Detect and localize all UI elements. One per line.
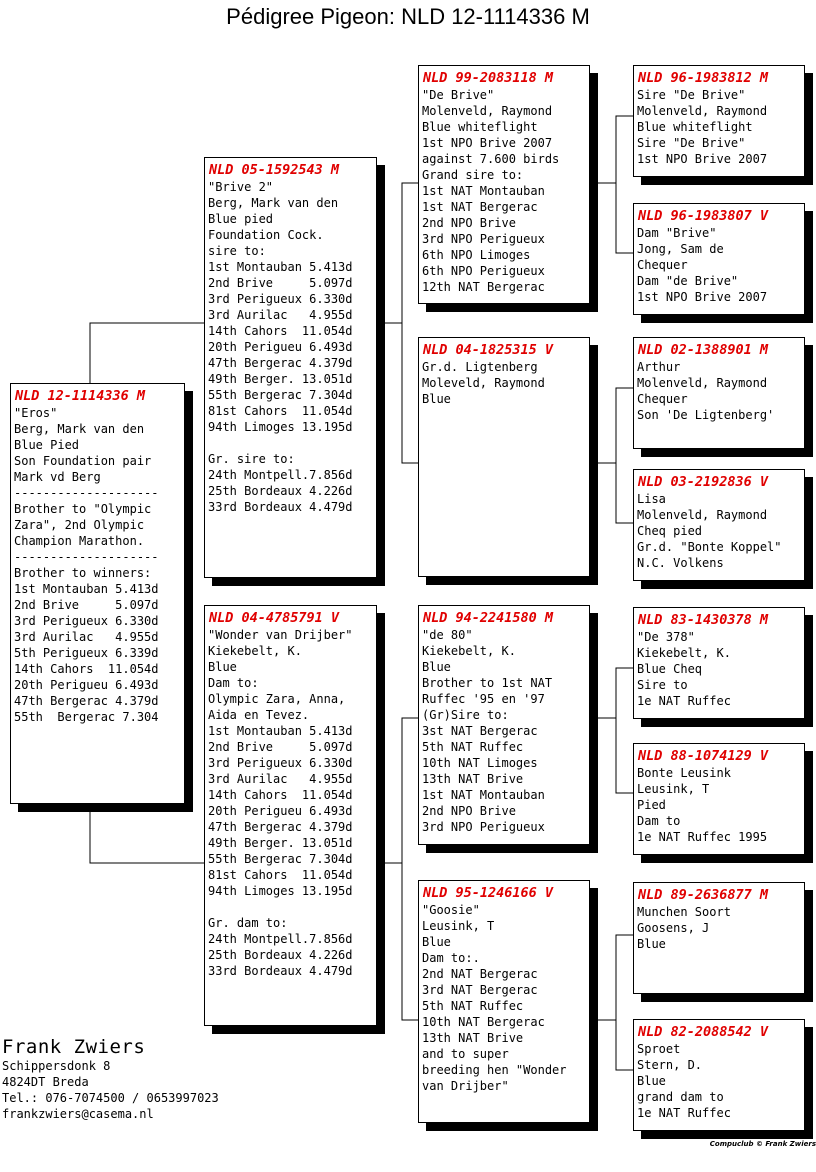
ring-number: NLD 02-1388901 M [638, 342, 769, 358]
owner-phone: Tel.: 076-7074500 / 0653997023 [2, 1091, 219, 1105]
pigeon-detail-line: 2nd NPO Brive [422, 804, 516, 818]
pigeon-detail-line: Lisa [637, 492, 666, 506]
pigeon-detail-line: Gr.d. "Bonte Koppel" [637, 540, 782, 554]
pigeon-detail-line: Brother to 1st NAT [422, 676, 553, 690]
ring-number: NLD 12-1114336 M [15, 388, 146, 404]
pigeon-detail-line: "Brive 2" [208, 180, 274, 194]
pigeon-detail-line: 49th Berger. 13.051d [208, 372, 353, 386]
pigeon-details [208, 627, 372, 979]
pigeon-detail-line: 24th Montpell.7.856d [208, 932, 353, 946]
pigeon-detail-line: Chequer [637, 392, 688, 406]
pigeon-detail-line: Sire "De Brive" [637, 88, 746, 102]
pigeon-detail-line: Aida en Tevez. [208, 708, 310, 722]
pigeon-detail-line: "de 80" [422, 628, 473, 642]
ring-number: NLD 83-1430378 M [638, 612, 769, 628]
pigeon-detail-line: 3rd NPO Perigueux [422, 820, 545, 834]
ring-number: NLD 05-1592543 M [209, 162, 340, 178]
pigeon-detail-line: Gr. dam to: [208, 916, 288, 930]
pigeon-detail-line: Sproet [637, 1042, 681, 1056]
ring-number: NLD 95-1246166 V [423, 885, 554, 901]
pigeon-detail-line: 13th NAT Brive [422, 1031, 524, 1045]
pigeon-detail-line: Munchen Soort [637, 905, 731, 919]
pigeon-card-dam[interactable] [204, 605, 377, 1026]
pigeon-card-sire-dam-sire[interactable] [633, 337, 805, 449]
pigeon-card-dam-dam[interactable] [418, 880, 590, 1123]
pigeon-detail-line: Pied [637, 798, 666, 812]
pigeon-detail-line: Blue Pied [14, 438, 80, 452]
pigeon-card-dam-sire-dam[interactable] [633, 743, 805, 855]
pigeon-detail-line: Leusink, T [422, 919, 495, 933]
pigeon-detail-line: 3rd Aurilac 4.955d [208, 772, 353, 786]
pigeon-detail-line: 2nd Brive 5.097d [208, 740, 353, 754]
pigeon-detail-line: Brother to winners: [14, 566, 152, 580]
pigeon-detail-line: "Wonder van Drijber" [208, 628, 353, 642]
pigeon-card-sire-sire[interactable] [418, 65, 590, 304]
pigeon-detail-line: 55th Bergerac 7.304d [208, 852, 353, 866]
pigeon-detail-line: 1e NAT Ruffec 1995 [637, 830, 768, 844]
pigeon-detail-line: "De 378" [637, 630, 695, 644]
pigeon-detail-line: "De Brive" [422, 88, 495, 102]
pigeon-details [637, 765, 800, 845]
pigeon-detail-line: "Eros" [14, 406, 58, 420]
owner-email: frankzwiers@casema.nl [2, 1107, 154, 1121]
pigeon-card-sire[interactable] [204, 157, 377, 578]
pigeon-detail-line: 94th Limoges 13.195d [208, 420, 353, 434]
pigeon-detail-line: Goosens, J [637, 921, 710, 935]
pigeon-detail-line: and to super [422, 1047, 509, 1061]
pigeon-detail-line: 81st Cahors 11.054d [208, 868, 353, 882]
pigeon-detail-line: 20th Perigueu 6.493d [14, 678, 159, 692]
pigeon-detail-line: Son 'De Ligtenberg' [637, 408, 775, 422]
pigeon-detail-line: Brother to "Olympic [14, 502, 152, 516]
pigeon-detail-line: 1st Montauban 5.413d [14, 582, 159, 596]
pigeon-detail-line: 12th NAT Bergerac [422, 280, 545, 294]
pigeon-details [208, 179, 372, 515]
pigeon-detail-line: 3st NAT Bergerac [422, 724, 538, 738]
pigeon-detail-line: Leusink, T [637, 782, 710, 796]
pigeon-detail-line [208, 435, 372, 451]
pigeon-details [637, 87, 800, 167]
pigeon-detail-line: Molenveld, Raymond [637, 104, 768, 118]
pigeon-detail-line: Blue [422, 935, 451, 949]
pigeon-detail-line: 49th Berger. 13.051d [208, 836, 353, 850]
pigeon-detail-line: Kiekebelt, K. [208, 644, 302, 658]
pigeon-detail-line: 20th Perigueu 6.493d [208, 804, 353, 818]
pigeon-details [422, 359, 585, 407]
pigeon-detail-line: 13th NAT Brive [422, 772, 524, 786]
pigeon-details [637, 359, 800, 423]
pigeon-detail-line: 33rd Bordeaux 4.479d [208, 500, 353, 514]
pigeon-detail-line: 5th Perigueux 6.339d [14, 646, 159, 660]
pigeon-detail-line: Dam to [637, 814, 681, 828]
pigeon-card-dam-sire-sire[interactable] [633, 607, 805, 719]
pigeon-detail-line: Son Foundation pair [14, 454, 152, 468]
pigeon-detail-line: Gr. sire to: [208, 452, 295, 466]
pigeon-detail-line: Blue Cheq [637, 662, 703, 676]
pigeon-details [637, 1041, 800, 1121]
pigeon-details [637, 629, 800, 709]
pigeon-detail-line: Dam to:. [422, 951, 480, 965]
ring-number: NLD 88-1074129 V [638, 748, 769, 764]
pigeon-detail-line: 25th Bordeaux 4.226d [208, 484, 353, 498]
pigeon-detail-line: 94th Limoges 13.195d [208, 884, 353, 898]
ring-number: NLD 96-1983812 M [638, 70, 769, 86]
pigeon-detail-line: 55th Bergerac 7.304d [208, 388, 353, 402]
pigeon-detail-line: 3rd Perigueux 6.330d [208, 292, 353, 306]
pigeon-card-dam-dam-sire[interactable] [633, 882, 805, 994]
pigeon-detail-line: Cheq pied [637, 524, 703, 538]
pigeon-detail-line: Molenveld, Raymond [637, 508, 768, 522]
pigeon-details [637, 904, 800, 952]
ring-number: NLD 94-2241580 M [423, 610, 554, 626]
pigeon-detail-line: Blue [637, 1074, 666, 1088]
pigeon-detail-line: 1st Montauban 5.413d [208, 260, 353, 274]
pigeon-detail-line: 1st NAT Montauban [422, 184, 545, 198]
pigeon-detail-line: 1st NAT Bergerac [422, 200, 538, 214]
pigeon-detail-line: Blue whiteflight [422, 120, 538, 134]
pigeon-detail-line: 24th Montpell.7.856d [208, 468, 353, 482]
pigeon-detail-line: 47th Bergerac 4.379d [208, 820, 353, 834]
pigeon-detail-line: Sire "De Brive" [637, 136, 746, 150]
pigeon-detail-line: 5th NAT Ruffec [422, 999, 524, 1013]
pigeon-detail-line: 1st NPO Brive 2007 [637, 152, 768, 166]
pigeon-detail-line: (Gr)Sire to: [422, 708, 509, 722]
pigeon-card-subject[interactable] [10, 383, 185, 804]
pigeon-detail-line: 3rd Aurilac 4.955d [208, 308, 353, 322]
ring-number: NLD 04-1825315 V [423, 342, 554, 358]
pigeon-detail-line: Kiekebelt, K. [637, 646, 731, 660]
pigeon-detail-line: Bonte Leusink [637, 766, 731, 780]
pigeon-details [14, 405, 180, 725]
ring-number: NLD 99-2083118 M [423, 70, 554, 86]
pigeon-detail-line: 1st NPO Brive 2007 [637, 290, 768, 304]
pigeon-details [422, 627, 585, 835]
pigeon-detail-line [208, 899, 372, 915]
pigeon-detail-line: 1e NAT Ruffec [637, 1106, 731, 1120]
pigeon-detail-line: 10th NAT Limoges [422, 756, 538, 770]
pigeon-detail-line: Molenveld, Raymond [637, 376, 768, 390]
pigeon-detail-line: Stern, D. [637, 1058, 703, 1072]
pigeon-detail-line: 1st NAT Montauban [422, 788, 545, 802]
pigeon-detail-line: 14th Cahors 11.054d [208, 788, 353, 802]
pigeon-detail-line: sire to: [208, 244, 266, 258]
pigeon-detail-line: 3rd Perigueux 6.330d [208, 756, 353, 770]
pigeon-detail-line: Chequer [637, 258, 688, 272]
pigeon-detail-line: 2nd Brive 5.097d [14, 598, 159, 612]
pigeon-detail-line: 3rd Aurilac 4.955d [14, 630, 159, 644]
pigeon-detail-line: 10th NAT Bergerac [422, 1015, 545, 1029]
pigeon-detail-line: N.C. Volkens [637, 556, 724, 570]
owner-postcode-city: 4824DT Breda [2, 1075, 89, 1089]
pigeon-details [422, 87, 585, 295]
pigeon-detail-line: 6th NPO Limoges [422, 248, 531, 262]
pigeon-detail-line: against 7.600 birds [422, 152, 560, 166]
pigeon-detail-line: Kiekebelt, K. [422, 644, 516, 658]
pigeon-detail-line: Ruffec '95 en '97 [422, 692, 545, 706]
pigeon-detail-line: 6th NPO Perigueux [422, 264, 545, 278]
pigeon-detail-line: 3rd NPO Perigueux [422, 232, 545, 246]
pigeon-detail-line: 1e NAT Ruffec [637, 694, 731, 708]
pigeon-card-sire-dam[interactable] [418, 337, 590, 577]
pigeon-details [637, 225, 800, 305]
pigeon-detail-line: 1st Montauban 5.413d [208, 724, 353, 738]
pigeon-card-dam-dam-dam[interactable] [633, 1019, 805, 1131]
ring-number: NLD 82-2088542 V [638, 1024, 769, 1040]
pigeon-detail-line: 47th Bergerac 4.379d [14, 694, 159, 708]
pigeon-detail-line: 47th Bergerac 4.379d [208, 356, 353, 370]
pigeon-detail-line: 81st Cahors 11.054d [208, 404, 353, 418]
credit-footer: Compuclub © Frank Zwiers [709, 1140, 816, 1148]
pigeon-detail-line: Zara", 2nd Olympic [14, 518, 145, 532]
ring-number: NLD 04-4785791 V [209, 610, 340, 626]
pigeon-detail-line: 3rd NAT Bergerac [422, 983, 538, 997]
pigeon-card-sire-sire-dam[interactable] [633, 203, 805, 315]
pigeon-detail-line: Mark vd Berg [14, 470, 101, 484]
owner-address: Schippersdonk 8 [2, 1059, 111, 1073]
pigeon-detail-line: 2nd Brive 5.097d [208, 276, 353, 290]
pigeon-detail-line: Sire to [637, 678, 688, 692]
pigeon-detail-line: 55th Bergerac 7.304 [14, 710, 159, 724]
pigeon-detail-line: grand dam to [637, 1090, 724, 1104]
pigeon-detail-line: Blue whiteflight [637, 120, 753, 134]
pigeon-detail-line: Berg, Mark van den [14, 422, 145, 436]
pigeon-detail-line: 2nd NPO Brive [422, 216, 516, 230]
pigeon-detail-line: Blue [422, 392, 451, 406]
pigeon-detail-line: -------------------- [14, 550, 159, 564]
pigeon-detail-line: Olympic Zara, Anna, [208, 692, 346, 706]
pigeon-details [637, 491, 800, 571]
ring-number: NLD 03-2192836 V [638, 474, 769, 490]
pigeon-detail-line: Blue [422, 660, 451, 674]
pigeon-detail-line: 1st NPO Brive 2007 [422, 136, 553, 150]
pigeon-detail-line: Blue pied [208, 212, 274, 226]
pigeon-detail-line: Arthur [637, 360, 681, 374]
owner-name: Frank Zwiers [2, 1036, 146, 1058]
pigeon-detail-line: Dam "Brive" [637, 226, 717, 240]
pigeon-detail-line: "Goosie" [422, 903, 480, 917]
pigeon-detail-line: 2nd NAT Bergerac [422, 967, 538, 981]
pigeon-detail-line: Dam to: [208, 676, 259, 690]
pigeon-detail-line: breeding hen "Wonder [422, 1063, 567, 1077]
pigeon-details [422, 902, 585, 1094]
pigeon-detail-line: 14th Cahors 11.054d [208, 324, 353, 338]
pigeon-detail-line: Molenveld, Raymond [422, 104, 553, 118]
pigeon-detail-line: Champion Marathon. [14, 534, 145, 548]
pigeon-detail-line: 5th NAT Ruffec [422, 740, 524, 754]
pigeon-card-sire-sire-sire[interactable] [633, 65, 805, 177]
pigeon-detail-line: Moleveld, Raymond [422, 376, 545, 390]
pigeon-detail-line: Grand sire to: [422, 168, 524, 182]
pigeon-detail-line: Foundation Cock. [208, 228, 324, 242]
owner-info [2, 1036, 219, 1122]
page-title: Pédigree Pigeon: NLD 12-1114336 M [226, 4, 590, 29]
pigeon-detail-line: 33rd Bordeaux 4.479d [208, 964, 353, 978]
pigeon-detail-line: 25th Bordeaux 4.226d [208, 948, 353, 962]
ring-number: NLD 96-1983807 V [638, 208, 769, 224]
pigeon-detail-line: Gr.d. Ligtenberg [422, 360, 538, 374]
ring-number: NLD 89-2636877 M [638, 887, 769, 903]
pigeon-detail-line: Berg, Mark van den [208, 196, 339, 210]
pigeon-detail-line: Blue [637, 937, 666, 951]
pigeon-card-sire-dam-dam[interactable] [633, 469, 805, 581]
pigeon-detail-line: Dam "de Brive" [637, 274, 739, 288]
pigeon-detail-line: Jong, Sam de [637, 242, 724, 256]
pigeon-card-dam-sire[interactable] [418, 605, 590, 845]
pigeon-detail-line: -------------------- [14, 486, 159, 500]
pigeon-detail-line: 14th Cahors 11.054d [14, 662, 159, 676]
pigeon-detail-line: 20th Perigueu 6.493d [208, 340, 353, 354]
pigeon-detail-line: van Drijber" [422, 1079, 509, 1093]
pigeon-detail-line: 3rd Perigueux 6.330d [14, 614, 159, 628]
pigeon-detail-line: Blue [208, 660, 237, 674]
